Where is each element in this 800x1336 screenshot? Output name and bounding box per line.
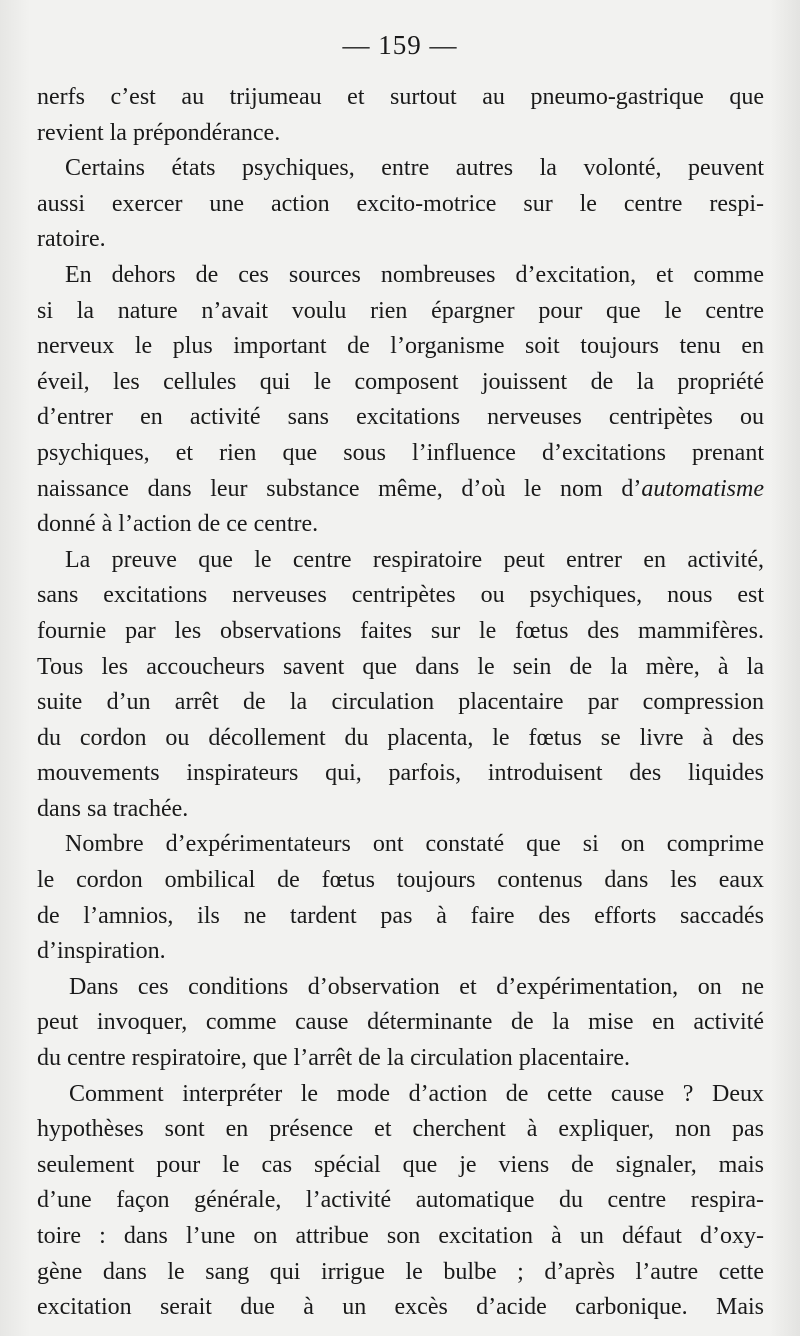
text-line: hypothèses sont en présence et cherchent à expliquer, non pas (37, 1116, 764, 1143)
text-line: peut invoquer, comme cause déterminante de la mise en activité (37, 1009, 764, 1036)
text-line: d’inspiration. (37, 938, 166, 965)
text-line: psychiques, et rien que sous l’influence d’excitations prenant (37, 439, 764, 466)
text-line: Certains états psychiques, entre autres la volonté, peuvent (65, 155, 764, 182)
text-line: aussi exercer une action excito-motrice sur le centre respi- (37, 190, 764, 217)
text-line: d’entrer en activité sans excitations nerveuses centripètes ou (37, 404, 764, 431)
text-line: Nombre d’expérimentateurs ont constaté que si on comprime (65, 831, 764, 858)
text-line: d’une façon générale, l’activité automatique du centre respira- (37, 1187, 764, 1214)
italic-term: automatisme (641, 475, 764, 502)
text-line: dans sa trachée. (37, 795, 189, 822)
text-segment: naissance dans leur substance même, d’où le nom d’ (37, 475, 642, 502)
text-line: Comment interpréter le mode d’action de cette cause ? Deux (69, 1080, 764, 1107)
text-line: Tous les accoucheurs savent que dans le sein de la mère, à la (37, 653, 764, 680)
text-line: ratoire. (37, 226, 106, 253)
text-line: si la nature n’avait voulu rien épargner pour que le centre (37, 297, 764, 324)
text-line: excitation serait due à un excès d’acide carbonique. Mais (37, 1294, 764, 1321)
text-line: sans excitations nerveuses centripètes ou psychiques, nous est (37, 582, 764, 609)
text-line: mouvements inspirateurs qui, parfois, introduisent des liquides (37, 760, 764, 787)
text-line: éveil, les cellules qui le composent jouissent de la propriété (37, 368, 764, 395)
text-line: seulement pour le cas spécial que je viens de signaler, mais (37, 1151, 764, 1178)
text-line: du cordon ou décollement du placenta, le fœtus se livre à des (37, 724, 764, 751)
text-line (37, 472, 764, 508)
text-line: nerveux le plus important de l’organisme soit toujours tenu en (37, 333, 764, 360)
text-line: En dehors de ces sources nombreuses d’excitation, et comme (65, 261, 764, 288)
body-text (37, 80, 764, 1326)
text-line: fournie par les observations faites sur le fœtus des mammifères. (37, 617, 764, 644)
text-line: revient la prépondérance. (37, 119, 281, 146)
text-line: gène dans le sang qui irrigue le bulbe ; d’après l’autre cette (37, 1258, 764, 1285)
text-line: La preuve que le centre respiratoire peut entrer en activité, (65, 546, 764, 573)
text-line: de l’amnios, ils ne tardent pas à faire des efforts saccadés (37, 902, 764, 929)
page-number-header: — 159 — (342, 30, 458, 60)
text-line: nerfs c’est au trijumeau et surtout au pneumo-gastrique que (37, 84, 764, 110)
text-line: Dans ces conditions d’observation et d’expérimentation, on ne (69, 973, 764, 1000)
text-line: suite d’un arrêt de la circulation placentaire par compression (37, 689, 764, 716)
text-line: donné à l’action de ce centre. (37, 511, 319, 538)
text-line: le cordon ombilical de fœtus toujours contenus dans les eaux (37, 867, 764, 894)
text-line: toire : dans l’une on attribue son excitation à un défaut d’oxy- (37, 1223, 764, 1249)
text-line: du centre respiratoire, que l’arrêt de la circulation placentaire. (37, 1045, 631, 1072)
